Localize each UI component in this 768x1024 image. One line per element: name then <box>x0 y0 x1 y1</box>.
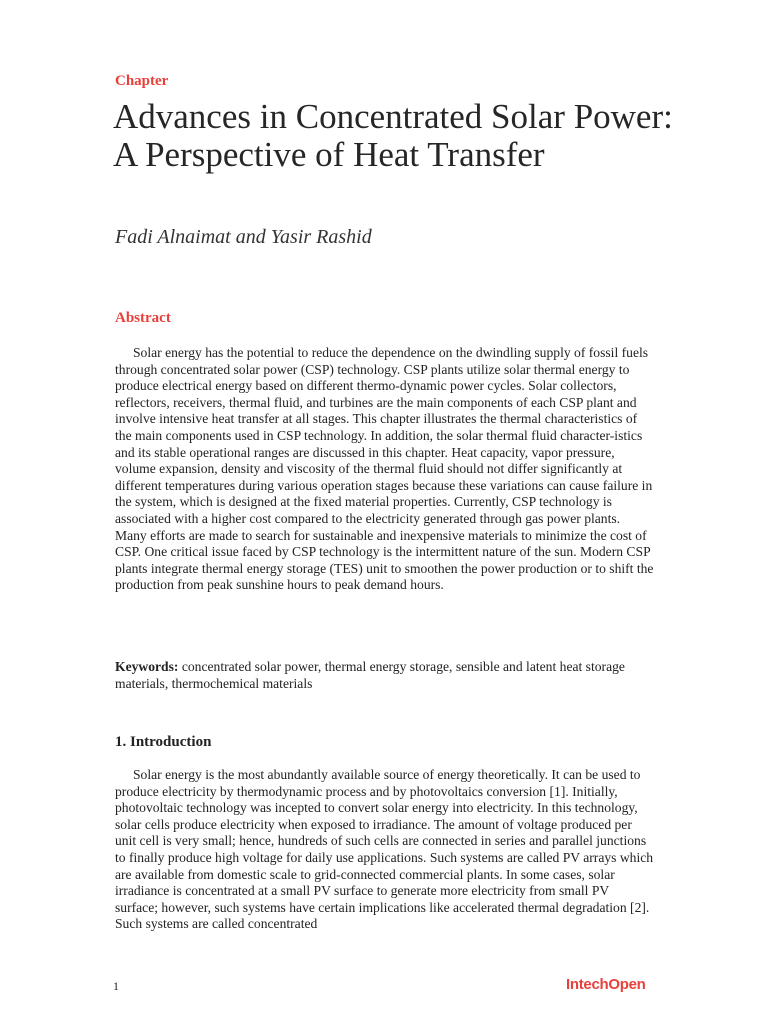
abstract-text: Solar energy has the potential to reduce the dependence on the dwindling supply of fossil fuels through concentrated solar power (CSP) technology. CSP plants utilize solar thermal energy to produce electrical energy based on different thermo-dynamic power cycles. Solar collectors, reflectors, receivers, thermal fluid, and turbines are the main components of each CSP plant and involve intensive heat transfer at all stages. This chapter illustrates the thermal characteristics of the main components used in CSP technology. In addition, the solar thermal fluid character-istics and its stable operational ranges are discussed in this chapter. Heat capacity, vapor pressure, volume expansion, density and viscosity of the thermal fluid should not differ significantly at different temperatures during various operation stages because these variations can cause failure in the system, which is designed at the fixed material properties. Currently, CSP technology is associated with a higher cost compared to the electricity generated through gas power plants. Many efforts are made to search for sustainable and inexpensive materials to minimize the cost of CSP. One critical issue faced by CSP technology is the intermittent nature of the sun. Modern CSP plants integrate thermal energy storage (TES) unit to smoothen the power production or to shift the production from peak sunshine hours to peak demand hours. <box>115 345 654 593</box>
authors: Fadi Alnaimat and Yasir Rashid <box>115 226 372 248</box>
introduction-heading: 1. Introduction <box>115 734 212 750</box>
chapter-title: Advances in Concentrated Solar Power: A Perspective of Heat Transfer <box>113 97 673 174</box>
intechopen-logo: IntechOpen <box>566 976 646 993</box>
abstract-heading: Abstract <box>115 310 171 326</box>
keywords-label: Keywords: <box>115 659 179 674</box>
page-number: 1 <box>113 979 119 993</box>
introduction-text: Solar energy is the most abundantly available source of energy theoretically. It can be used to produce electricity by thermodynamic process and by photovoltaics conversion [1]. Initially, photovoltaic technology was incepted to convert solar energy into electricity. In this technology, solar cells produce electricity when exposed to irradiance. The amount of voltage produced per unit cell is very small; hence, hundreds of such cells are connected in series and parallel junctions to finally produce high voltage for daily use applications. Such systems are called PV arrays which are available from domestic scale to grid-connected commercial plants. In some cases, solar irradiance is concentrated at a small PV surface to generate more electricity from small PV surface; however, such systems have certain implications like accelerated thermal degradation [2]. Such systems are called concentrated <box>115 767 654 932</box>
keywords-text: concentrated solar power, thermal energy storage, sensible and latent heat storage materials, thermochemical materials <box>115 659 625 691</box>
chapter-label: Chapter <box>115 73 169 89</box>
keywords <box>115 659 655 692</box>
